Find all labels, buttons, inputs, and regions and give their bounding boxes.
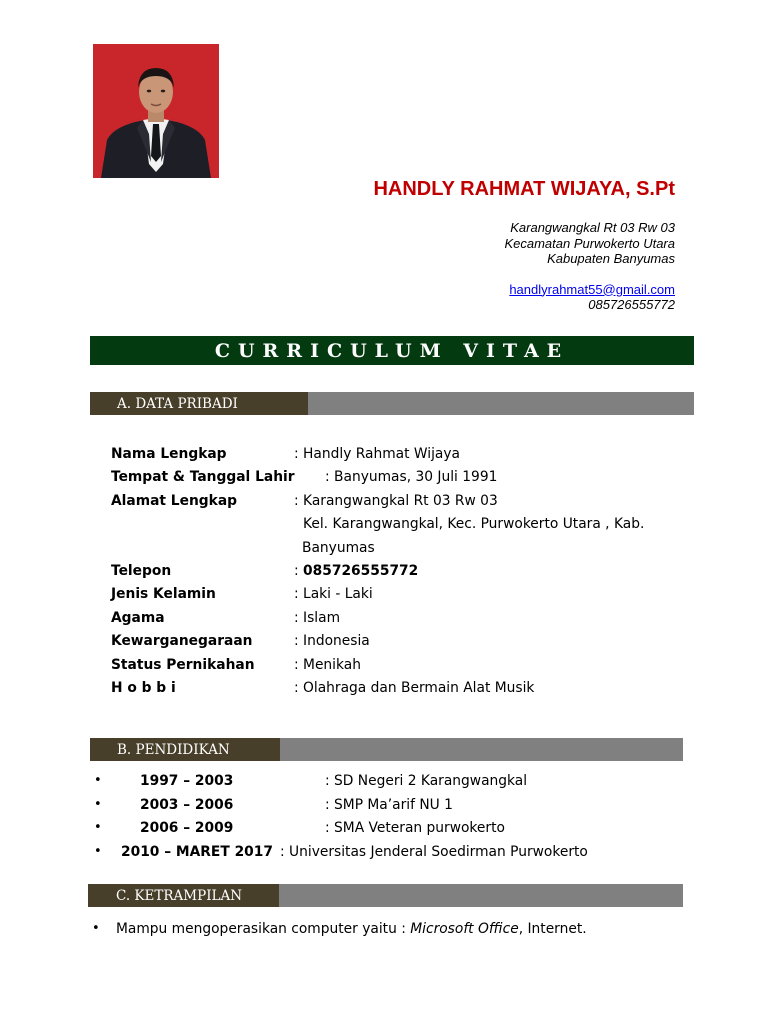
phone-number: 085726555772	[588, 297, 675, 312]
field-value	[294, 562, 418, 580]
field-label: Nama Lengkap	[111, 446, 227, 462]
education-school: : SMA Veteran purwokerto	[325, 820, 505, 836]
skill-item	[116, 920, 587, 938]
section-title-personal: A. DATA PRIBADI	[90, 392, 308, 415]
education-years: 2010 – MARET 2017	[121, 844, 273, 860]
bullet-icon: •	[94, 773, 102, 788]
field-label: Telepon	[111, 563, 172, 579]
skill-software: Microsoft Office	[410, 921, 519, 937]
bullet-icon: •	[94, 820, 102, 835]
skill-text: Mampu mengoperasikan computer yaitu :	[116, 921, 411, 937]
personal-row-hobby	[111, 679, 176, 697]
education-years: 2006 – 2009	[140, 820, 234, 836]
field-value: : Indonesia	[294, 633, 370, 649]
field-label: H o b b i	[111, 680, 176, 696]
personal-row-marital	[111, 656, 255, 674]
personal-row-citizenship	[111, 632, 252, 650]
skill-suffix: , Internet.	[518, 921, 587, 937]
field-value: : Handly Rahmat Wijaya	[294, 446, 461, 462]
field-value: : Laki - Laki	[294, 586, 373, 602]
field-value: : Karangwangkal Rt 03 Rw 03	[294, 493, 498, 509]
personal-row-phone	[111, 562, 171, 580]
address-line-3: Kabupaten Banyumas	[547, 251, 675, 266]
section-title-skills: C. KETRAMPILAN	[88, 884, 279, 907]
value-prefix: :	[294, 563, 304, 579]
address-line-1: Karangwangkal Rt 03 Rw 03	[510, 220, 675, 235]
section-title-education: B. PENDIDIKAN	[90, 738, 280, 761]
education-years: 2003 – 2006	[140, 797, 234, 813]
education-school: : SD Negeri 2 Karangwangkal	[325, 773, 528, 789]
personal-row-religion	[111, 609, 165, 627]
field-label: Tempat & Tanggal Lahir	[111, 469, 295, 485]
address-continuation-2: Banyumas	[302, 540, 375, 556]
field-label: Alamat Lengkap	[111, 493, 238, 509]
personal-row-birth	[111, 468, 295, 486]
field-value: : Banyumas, 30 Juli 1991	[325, 469, 498, 485]
education-school: : Universitas Jenderal Soedirman Purwokerto	[280, 844, 588, 860]
phone-value: 085726555772	[303, 563, 419, 579]
field-value: : Menikah	[294, 657, 361, 673]
field-label: Jenis Kelamin	[111, 586, 216, 602]
education-years: 1997 – 2003	[140, 773, 234, 789]
curriculum-vitae-title: CURRICULUM VITAE	[90, 336, 694, 365]
field-label: Kewarganegaraan	[111, 633, 253, 649]
bullet-icon: •	[94, 797, 102, 812]
field-label: Agama	[111, 610, 165, 626]
section-header-skills	[88, 884, 683, 907]
section-header-personal	[90, 392, 694, 415]
bullet-icon: •	[94, 844, 102, 859]
field-value: : Olahraga dan Bermain Alat Musik	[294, 680, 535, 696]
person-portrait-image	[93, 44, 219, 178]
field-value: : Islam	[294, 610, 341, 626]
email-link[interactable]: handlyrahmat55@gmail.com	[509, 281, 675, 297]
field-label: Status Pernikahan	[111, 657, 255, 673]
personal-row-address	[111, 492, 237, 510]
bullet-icon: •	[92, 921, 100, 936]
section-header-education	[90, 738, 683, 761]
personal-row-name	[111, 445, 227, 463]
address-line-2: Kecamatan Purwokerto Utara	[504, 235, 675, 251]
education-school: : SMP Ma’arif NU 1	[325, 797, 453, 813]
address-continuation-1: Kel. Karangwangkal, Kec. Purwokerto Utara , Kab.	[303, 516, 645, 532]
candidate-name: HANDLY RAHMAT WIJAYA, S.Pt	[373, 178, 675, 200]
profile-photo	[93, 44, 219, 178]
contact-block	[504, 220, 675, 313]
personal-row-gender	[111, 585, 216, 603]
